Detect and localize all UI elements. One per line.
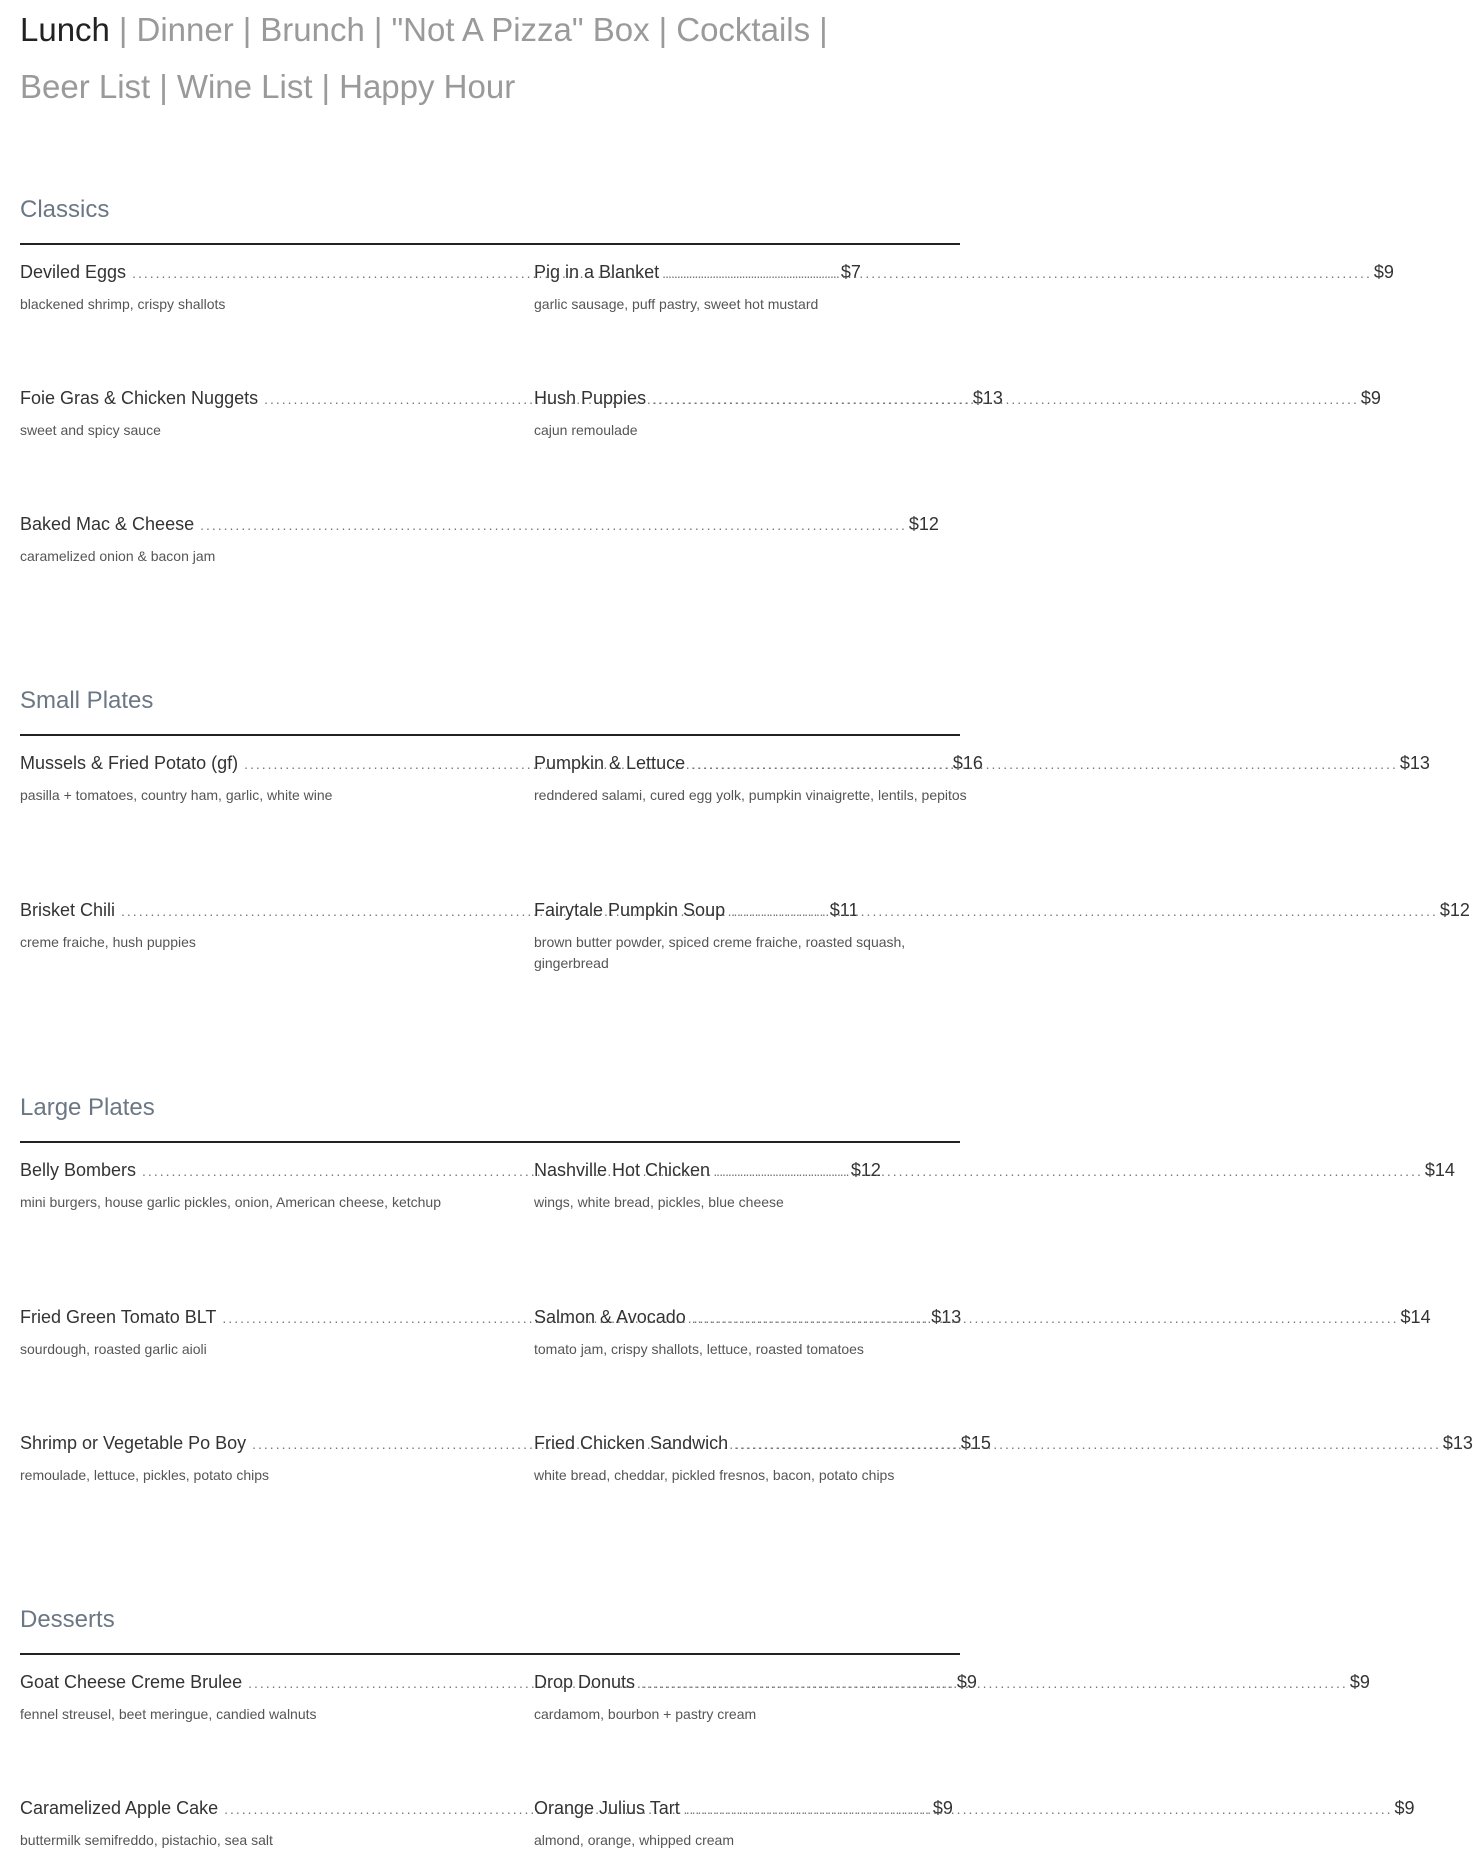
tab-cocktails[interactable]: Cocktails [676, 11, 811, 48]
item-price: $9 [932, 1798, 953, 1818]
item-name: Orange Julius Tart [534, 1798, 680, 1818]
item-price: $14 [1400, 1307, 1431, 1327]
item-price: $9 [1349, 1672, 1370, 1692]
menu-item [534, 898, 1470, 974]
menu-item [534, 1431, 1473, 1486]
item-description: cajun remoulade [534, 422, 638, 438]
section-title: Small Plates [20, 687, 154, 714]
section-classics [20, 194, 1394, 594]
item-price: $16 [952, 753, 983, 773]
tab-brunch[interactable]: Brunch [260, 11, 365, 48]
tab-beer-list[interactable]: Beer List [20, 68, 151, 105]
dot-leader [200, 513, 907, 537]
item-name: Shrimp or Vegetable Po Boy [20, 1433, 247, 1453]
item-name: Fried Green Tomato BLT [20, 1307, 217, 1327]
item-description: redndered salami, cured egg yolk, pumpkin vinaigrette, lentils, pepitos [534, 787, 967, 803]
item-description: sweet and spicy sauce [20, 422, 161, 438]
item-name: Fairytale Pumpkin Soup [534, 900, 726, 920]
dot-leader [686, 1797, 1393, 1821]
menu-item [534, 1796, 1415, 1851]
menu-item [534, 260, 1394, 315]
item-description: garlic sausage, puff pastry, sweet hot mustard [534, 296, 819, 312]
section-divider [20, 1653, 960, 1655]
section-divider [20, 1141, 960, 1143]
nav-separator: | [159, 68, 168, 105]
menu-item [534, 751, 1430, 806]
item-description: white bread, cheddar, pickled fresnos, bacon, potato chips [534, 1467, 895, 1483]
item-price: $14 [1424, 1160, 1455, 1180]
item-price: $15 [960, 1433, 991, 1453]
item-price: $9 [1373, 262, 1394, 282]
item-name: Goat Cheese Creme Brulee [20, 1672, 243, 1692]
item-name: Pumpkin & Lettuce [534, 753, 686, 773]
item-description: cardamom, bourbon + pastry cream [534, 1706, 757, 1722]
dot-leader [716, 1159, 1423, 1183]
tab-happy-hour[interactable]: Happy Hour [339, 68, 516, 105]
dot-leader [665, 261, 1372, 285]
item-price: $7 [840, 262, 861, 282]
item-description: caramelized onion & bacon jam [20, 548, 216, 564]
menu-item [534, 1158, 1455, 1213]
item-price: $13 [1442, 1433, 1473, 1453]
section-large-plates [20, 1092, 1473, 1512]
section-title: Desserts [20, 1606, 115, 1633]
dot-leader [692, 1306, 1399, 1330]
dot-leader [652, 387, 1359, 411]
item-name: Nashville Hot Chicken [534, 1160, 711, 1180]
item-description: brown butter powder, spiced creme fraiche, roasted squash, gingerbread [534, 934, 906, 971]
nav-separator: | [242, 11, 252, 48]
item-price: $13 [972, 388, 1003, 408]
dot-leader [691, 752, 1398, 776]
nav-separator: | [118, 11, 128, 48]
item-description: sourdough, roasted garlic aioli [20, 1341, 207, 1357]
item-description: tomato jam, crispy shallots, lettuce, roasted tomatoes [534, 1341, 864, 1357]
nav-separator: | [321, 68, 331, 105]
item-description: creme fraiche, hush puppies [20, 934, 196, 950]
nav-separator: | [373, 11, 383, 48]
item-name: Brisket Chili [20, 900, 116, 920]
nav-separator: | [819, 11, 828, 48]
item-price: $9 [956, 1672, 977, 1692]
section-title: Large Plates [20, 1094, 155, 1121]
dot-leader [641, 1671, 1348, 1695]
item-name: Mussels & Fried Potato (gf) [20, 753, 239, 773]
item-description: pasilla + tomatoes, country ham, garlic, white wine [20, 787, 333, 803]
item-price: $9 [1394, 1798, 1415, 1818]
item-name: Drop Donuts [534, 1672, 636, 1692]
item-name: Salmon & Avocado [534, 1307, 686, 1327]
section-divider [20, 243, 960, 245]
item-price: $11 [829, 900, 859, 920]
section-small-plates [20, 685, 1470, 1005]
item-description: remoulade, lettuce, pickles, potato chips [20, 1467, 270, 1483]
item-name: Foie Gras & Chicken Nuggets [20, 388, 259, 408]
item-name: Fried Chicken Sandwich [534, 1433, 729, 1453]
item-name: Pig in a Blanket [534, 262, 660, 282]
menu-item [534, 1305, 1431, 1360]
item-name: Caramelized Apple Cake [20, 1798, 219, 1818]
section-desserts [20, 1604, 1415, 1864]
item-description: wings, white bread, pickles, blue cheese [534, 1194, 784, 1210]
item-price: $12 [850, 1160, 881, 1180]
section-title: Classics [20, 196, 110, 223]
tab-not-a-pizza-box[interactable]: "Not A Pizza" Box [391, 11, 650, 48]
item-price: $13 [931, 1307, 962, 1327]
menu-tab-nav [20, 0, 950, 115]
section-divider [20, 734, 960, 736]
tab-dinner[interactable]: Dinner [136, 11, 234, 48]
tab-lunch[interactable]: Lunch [20, 11, 110, 48]
item-name: Belly Bombers [20, 1160, 137, 1180]
item-price: $12 [1439, 900, 1470, 920]
menu-item [534, 1670, 1370, 1725]
tab-wine-list[interactable]: Wine List [176, 68, 313, 105]
nav-separator: | [658, 11, 668, 48]
menu-item [20, 512, 939, 567]
dot-leader [731, 899, 1438, 923]
item-price: $9 [1360, 388, 1381, 408]
item-description: almond, orange, whipped cream [534, 1832, 735, 1848]
item-name: Hush Puppies [534, 388, 647, 408]
item-name: Deviled Eggs [20, 262, 127, 282]
item-description: mini burgers, house garlic pickles, onion, American cheese, ketchup [20, 1194, 441, 1210]
item-name: Baked Mac & Cheese [20, 514, 195, 534]
item-price: $12 [908, 514, 939, 534]
item-description: fennel streusel, beet meringue, candied walnuts [20, 1706, 317, 1722]
item-description: buttermilk semifreddo, pistachio, sea salt [20, 1832, 273, 1848]
item-price: $13 [1399, 753, 1430, 773]
dot-leader [734, 1432, 1441, 1456]
item-description: blackened shrimp, crispy shallots [20, 296, 226, 312]
